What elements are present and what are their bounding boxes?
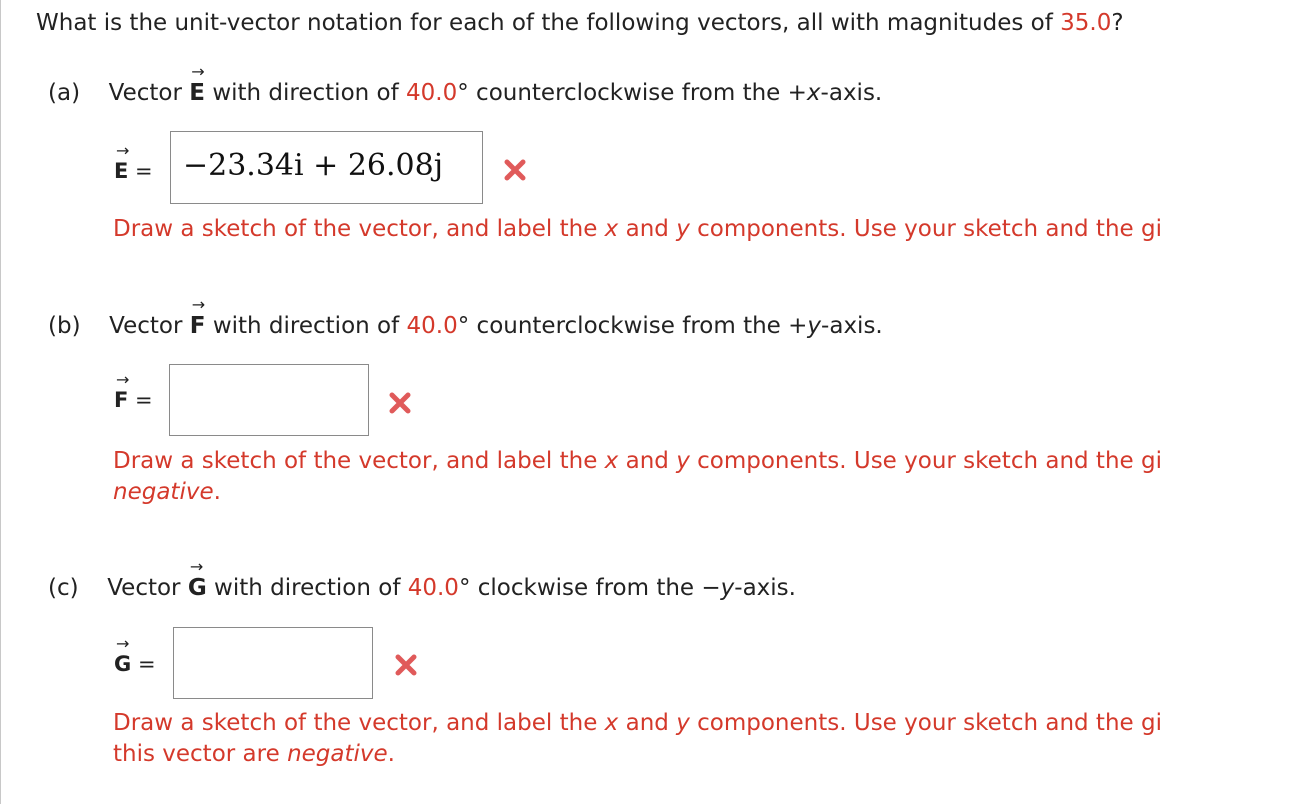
right-arrow-icon: →	[191, 295, 206, 314]
right-arrow-icon: →	[116, 634, 130, 653]
vector-g-label: → G	[114, 634, 132, 676]
part-b-eq-label	[114, 370, 153, 412]
part-c-hint: Draw a sketch of the vector, and label the x and y components. Use your sketch and the gi	[113, 710, 1162, 736]
vector-g: → G	[187, 557, 207, 601]
x-mark-icon	[393, 652, 419, 678]
part-b-equals: =	[135, 388, 153, 412]
part-b-tail: -axis.	[821, 313, 883, 339]
right-arrow-icon: →	[191, 62, 205, 81]
part-b-prefix: Vector	[109, 313, 183, 339]
part-b-deg: °	[457, 313, 470, 339]
part-c-hint-line2: this vector are negative.	[113, 741, 395, 767]
part-a-direction: counterclockwise from the +	[476, 80, 807, 106]
part-a-letter: (a)	[48, 80, 81, 106]
part-b-axis: y	[807, 313, 822, 339]
part-a-mid: with direction of	[212, 80, 399, 106]
part-c-angle: 40.0	[407, 575, 459, 601]
part-c-letter: (c)	[48, 575, 79, 601]
part-c-mid: with direction of	[214, 575, 401, 601]
part-b-hint: Draw a sketch of the vector, and label the x and y components. Use your sketch and the gi	[113, 448, 1162, 474]
part-c-deg: °	[458, 575, 471, 601]
part-a-angle: 40.0	[406, 80, 458, 106]
part-b-mid: with direction of	[212, 313, 400, 339]
part-a-answer-value: −23.34i + 26.08j	[183, 148, 444, 183]
part-a-tail: -axis.	[820, 80, 883, 106]
part-c-prompt	[48, 557, 796, 601]
question-text	[36, 10, 1124, 36]
part-a-prompt	[48, 62, 883, 106]
part-c-answer-field[interactable]	[173, 627, 373, 699]
part-c-prefix: Vector	[107, 575, 181, 601]
vector-e: → E	[189, 62, 205, 106]
question-magnitude: 35.0	[1060, 10, 1112, 36]
x-mark-icon	[502, 157, 528, 183]
part-b-direction: counterclockwise from the +	[476, 313, 808, 339]
part-a-axis: x	[806, 80, 821, 106]
vector-e-label: → E	[114, 141, 130, 183]
part-a-hint: Draw a sketch of the vector, and label the x and y components. Use your sketch and the gi	[113, 216, 1162, 242]
part-a-prefix: Vector	[108, 80, 182, 106]
part-c-eq-label	[114, 634, 156, 676]
part-b-prompt	[48, 295, 883, 339]
right-arrow-icon: →	[189, 557, 204, 576]
right-arrow-icon: →	[116, 141, 130, 160]
right-arrow-icon: →	[116, 370, 130, 389]
part-b-answer-field[interactable]	[169, 364, 369, 436]
part-b-hint-line2: negative.	[113, 479, 221, 505]
vector-f-label: → F	[114, 370, 130, 412]
x-mark-icon	[387, 390, 413, 416]
part-a-equals: =	[135, 159, 153, 183]
question-prefix: What is the unit-vector notation for each of the following vectors, all with magnitudes of	[36, 10, 1053, 36]
vector-f: → F	[189, 295, 206, 339]
part-c-equals: =	[137, 652, 156, 676]
part-c-axis: y	[720, 575, 735, 601]
question-suffix: ?	[1111, 10, 1124, 36]
part-c-direction: clockwise from the −	[477, 575, 721, 601]
part-b-letter: (b)	[48, 313, 81, 339]
part-a-eq-label	[114, 141, 153, 183]
part-b-angle: 40.0	[406, 313, 458, 339]
part-c-tail: -axis.	[734, 575, 796, 601]
part-a-deg: °	[457, 80, 469, 106]
